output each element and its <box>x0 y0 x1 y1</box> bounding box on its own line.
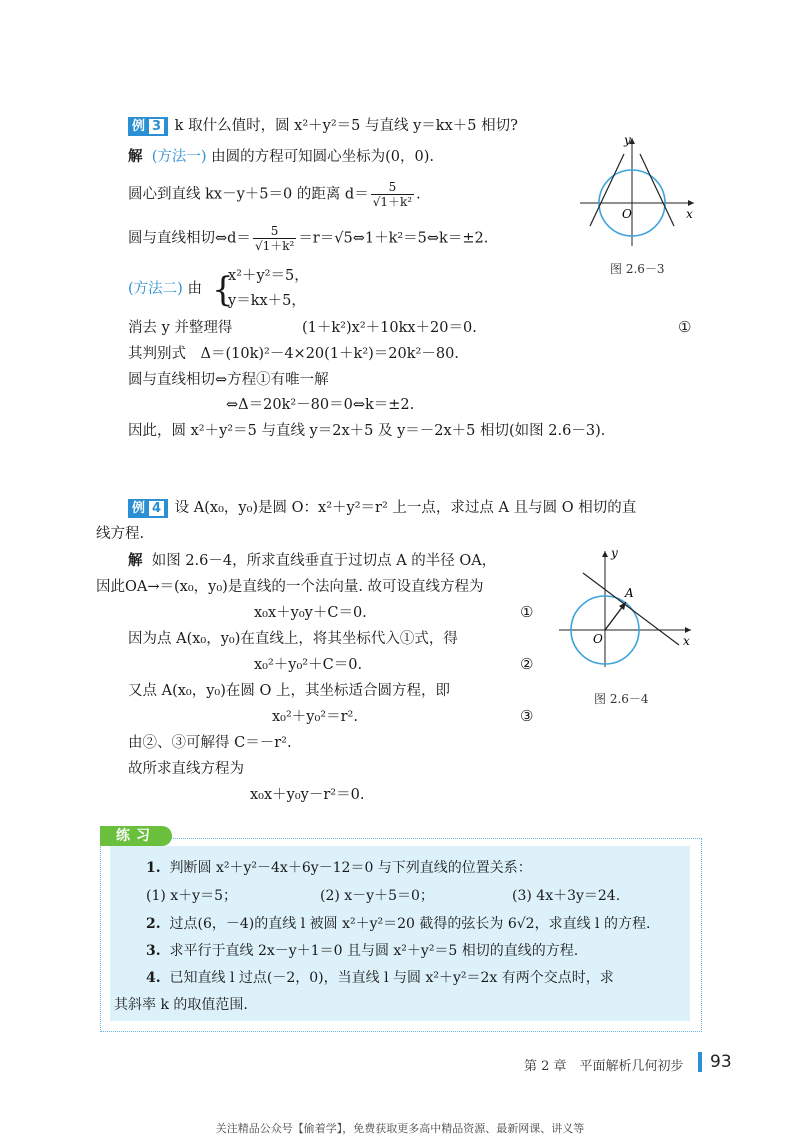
figure-2-6-4-caption: 图 2.6－4 <box>594 692 649 706</box>
circle-number-3: ③ <box>520 707 534 725</box>
example3-conclusion: 因此，圆 x²＋y²＝5 与直线 y＝2x＋5 及 y＝－2x＋5 相切(如图 2.6－3). <box>128 423 606 439</box>
system-brace: { <box>212 270 234 310</box>
example4-line3: 因为点 A(x₀，y₀)在直线上，将其坐标代入①式，得 <box>128 631 458 647</box>
fig3-label-o: O <box>622 207 632 221</box>
example3-tangent-line: 圆与直线相切⇔d＝ $\frac{5}{\text{√1＋k²}}$ ＝r＝√5⇔1＋k²＝5⇔k＝±2. <box>128 224 489 253</box>
fig4-label-a: A <box>625 586 634 600</box>
example3-question: 例 3 k 取什么值时，圆 x²＋y²＝5 与直线 y＝kx＋5 相切? <box>128 116 518 136</box>
example4-eq4: x₀x＋y₀y－r²＝0. <box>250 787 365 803</box>
exercise-q1: 1. 判断圆 x²＋y²－4x＋6y－12＝0 与下列直线的位置关系： <box>146 860 532 876</box>
example4-eq3: x₀²＋y₀²＝r². <box>272 709 358 725</box>
example3-method1-line: 解 (方法一) 由圆的方程可知圆心坐标为(0，0). <box>128 148 435 165</box>
exercise-q3: 3. 求平行于直线 2x－y＋1＝0 且与圆 x²＋y²＝5 相切的直线的方程. <box>146 943 579 959</box>
example4-line2: 因此OA→＝(x₀，y₀)是直线的一个法向量. 故可设直线方程为 <box>96 579 484 595</box>
fig4-label-x: x <box>683 634 690 648</box>
distance-fraction: $\frac{5}{\text{√1＋k²}}$ <box>372 180 413 209</box>
fig4-y-arrow <box>602 551 608 557</box>
fig3-label-y: y <box>624 133 631 147</box>
example4-badge: 例 4 <box>128 499 168 518</box>
example4-question: 例 4 设 A(x₀，y₀)是圆 O：x²＋y²＝r² 上一点，求过点 A 且与圆 O 相切的直 <box>128 498 636 518</box>
example4-line6: 故所求直线方程为 <box>128 761 244 777</box>
exercise-q1b: (2) x－y＋5＝0； <box>320 888 434 904</box>
watermark-text: 关注精品公众号【偷着学】，免费获取更多高中精品资源、最新网课、讲义等 <box>215 1122 585 1135</box>
example4-line4: 又点 A(x₀，y₀)在圆 O 上，其坐标适合圆方程，即 <box>128 683 450 699</box>
fig3-tangent-left <box>590 154 624 226</box>
figure-2-6-3 <box>572 132 702 252</box>
footer-chapter: 第 2 章 平面解析几何初步 <box>524 1059 684 1074</box>
page-number: 93 <box>710 1052 732 1072</box>
fig4-label-o: O <box>593 632 603 646</box>
fig3-label-x: x <box>686 207 693 221</box>
example3-badge: 例 3 <box>128 117 168 136</box>
circle-number-1: ① <box>678 318 692 336</box>
fig3-tangent-right <box>640 154 674 226</box>
fig3-x-arrow <box>688 200 694 206</box>
example3-eliminate-label: 消去 y 并整理得 <box>128 320 233 336</box>
circle-number-1b: ① <box>520 603 534 621</box>
example3-distance-line: 圆心到直线 kx－y＋5＝0 的距离 d＝ $\frac{5}{\text{√1＋k²}}$ . <box>128 180 421 209</box>
example3-quadratic: (1＋k²)x²＋10kx＋20＝0. <box>302 320 477 336</box>
example4-line1: 解 如图 2.6－4，所求直线垂直于过切点 A 的半径 OA， <box>128 552 497 569</box>
fig4-label-y: y <box>611 546 618 560</box>
footer-divider <box>698 1052 702 1072</box>
fig4-x-arrow <box>685 627 691 633</box>
figure-2-6-3-caption: 图 2.6－3 <box>610 262 665 276</box>
example4-question-cont: 线方程. <box>96 526 145 542</box>
exercise-q2: 2. 过点(6，－4)的直线 l 被圆 x²＋y²＝20 截得的弦长为 6√2，求直线 l 的方程. <box>146 916 651 932</box>
example3-unique-solution: 圆与直线相切⇔方程①有唯一解 <box>128 372 329 388</box>
exercise-q4: 4. 已知直线 l 过点(－2，0)，当直线 l 与圆 x²＋y²＝2x 有两个交点时，求 <box>146 970 614 986</box>
figure-2-6-4 <box>555 545 695 670</box>
example4-eq2: x₀²＋y₀²＋C＝0. <box>254 657 363 673</box>
exercise-q4-cont: 其斜率 k 的取值范围. <box>114 997 248 1013</box>
exercise-q1a: (1) x＋y＝5； <box>146 888 237 904</box>
circle-number-2: ② <box>520 655 534 673</box>
example3-delta-result: ⇔Δ＝20k²－80＝0⇔k＝±2. <box>226 397 415 413</box>
example3-discriminant: 其判别式 Δ＝(10k)²－4×20(1＋k²)＝20k²－80. <box>128 346 459 362</box>
tangent-fraction: $\frac{5}{\text{√1＋k²}}$ <box>254 224 295 253</box>
example4-eq1: x₀x＋y₀y＋C＝0. <box>254 605 367 621</box>
example4-line5: 由②、③可解得 C＝－r². <box>128 735 292 751</box>
system-eq2: y＝kx＋5， <box>228 293 306 309</box>
exercise-tab: 练习 <box>100 826 172 846</box>
example3-method2-line: (方法二) 由 <box>128 281 202 297</box>
system-eq1: x²＋y²＝5， <box>228 268 309 284</box>
exercise-q1c: (3) 4x＋3y＝24. <box>512 888 621 904</box>
